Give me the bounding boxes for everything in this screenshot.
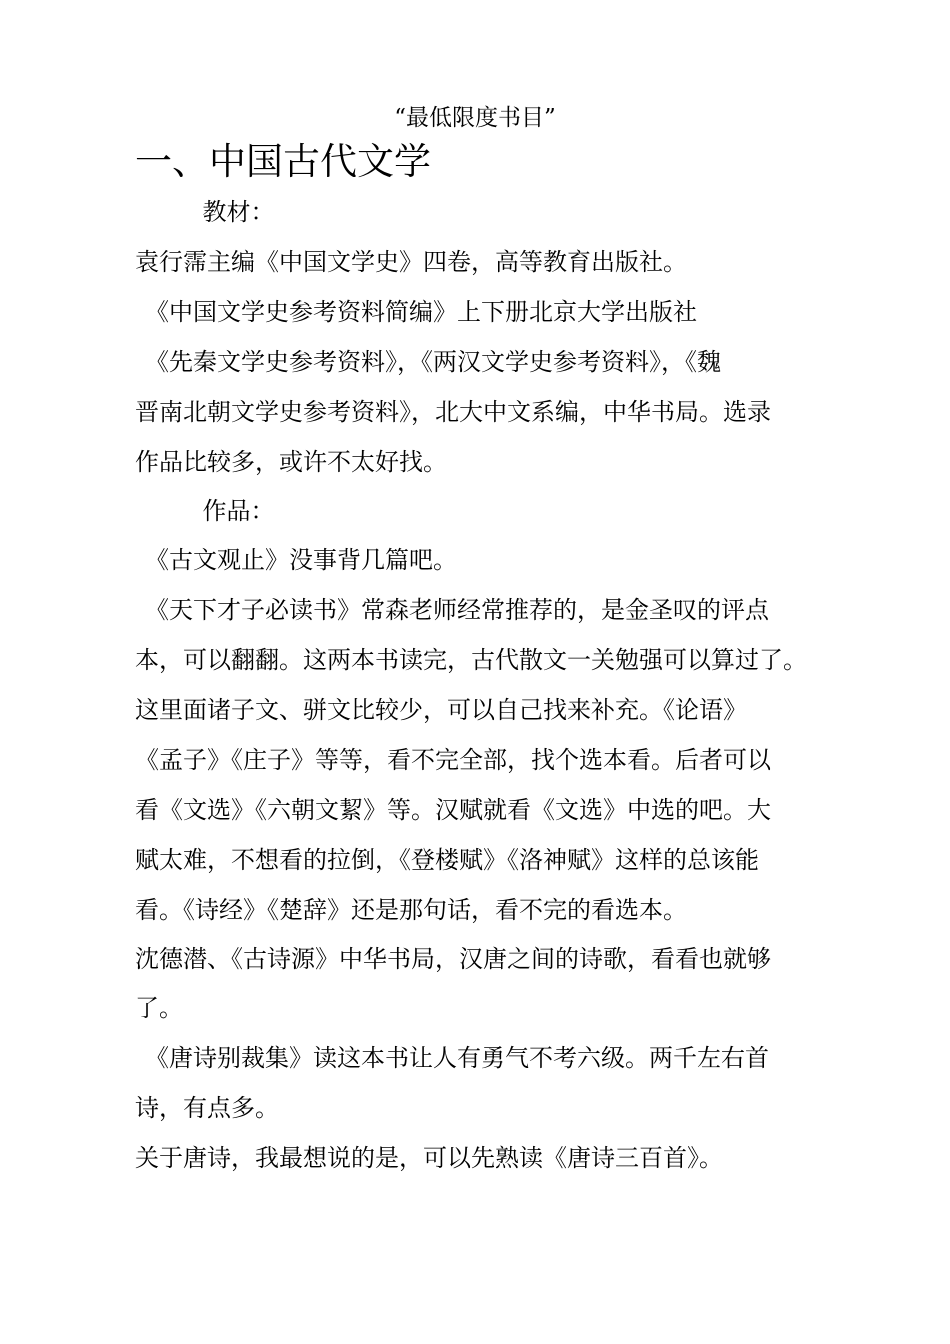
text-line: 《孟子》《庄子》等等，看不完全部，找个选本看。后者可以 <box>135 746 771 774</box>
text-line: 《古文观止》没事背几篇吧。 <box>145 546 457 574</box>
text-line: 赋太难，不想看的拉倒，《登楼赋》《洛神赋》这样的总该能 <box>135 846 759 874</box>
text-line: 《中国文学史参考资料简编》上下册北京大学出版社 <box>145 298 697 326</box>
text-line-label-textbooks: 教材： <box>172 198 275 226</box>
text-line: 《先秦文学史参考资料》，《两汉文学史参考资料》，《魏 <box>145 348 721 376</box>
text-line: 了。 <box>135 994 183 1022</box>
text-line: 《天下才子必读书》常森老师经常推荐的，是金圣叹的评点 <box>145 596 769 624</box>
text-line: 作品比较多，或许不太好找。 <box>135 448 447 476</box>
text-line: 这里面诸子文、骈文比较少，可以自己找来补充。《论语》 <box>135 696 747 724</box>
text-line: 关于唐诗，我最想说的是，可以先熟读《唐诗三百首》。 <box>135 1144 723 1172</box>
text-line: 沈德潜、《古诗源》中华书局，汉唐之间的诗歌，看看也就够 <box>135 945 771 973</box>
document-title: “最低限度书目” <box>394 105 556 131</box>
section-heading: 一、中国古代文学 <box>135 140 431 183</box>
text-line-label-works: 作品： <box>172 497 275 525</box>
text-line: 本，可以翻翻。这两本书读完，古代散文一关勉强可以算过了。 <box>135 646 807 674</box>
text-line: 诗，有点多。 <box>135 1094 279 1122</box>
text-line: 看。《诗经》《楚辞》还是那句话，看不完的看选本。 <box>135 896 687 924</box>
text-line: 晋南北朝文学史参考资料》，北大中文系编，中华书局。选录 <box>135 398 771 426</box>
text-line: 袁行霈主编《中国文学史》四卷，高等教育出版社。 <box>135 248 687 276</box>
text-line: 《唐诗别裁集》读这本书让人有勇气不考六级。两千左右首 <box>145 1044 769 1072</box>
text-line: 看《文选》《六朝文絜》等。汉赋就看《文选》中选的吧。大 <box>135 796 771 824</box>
